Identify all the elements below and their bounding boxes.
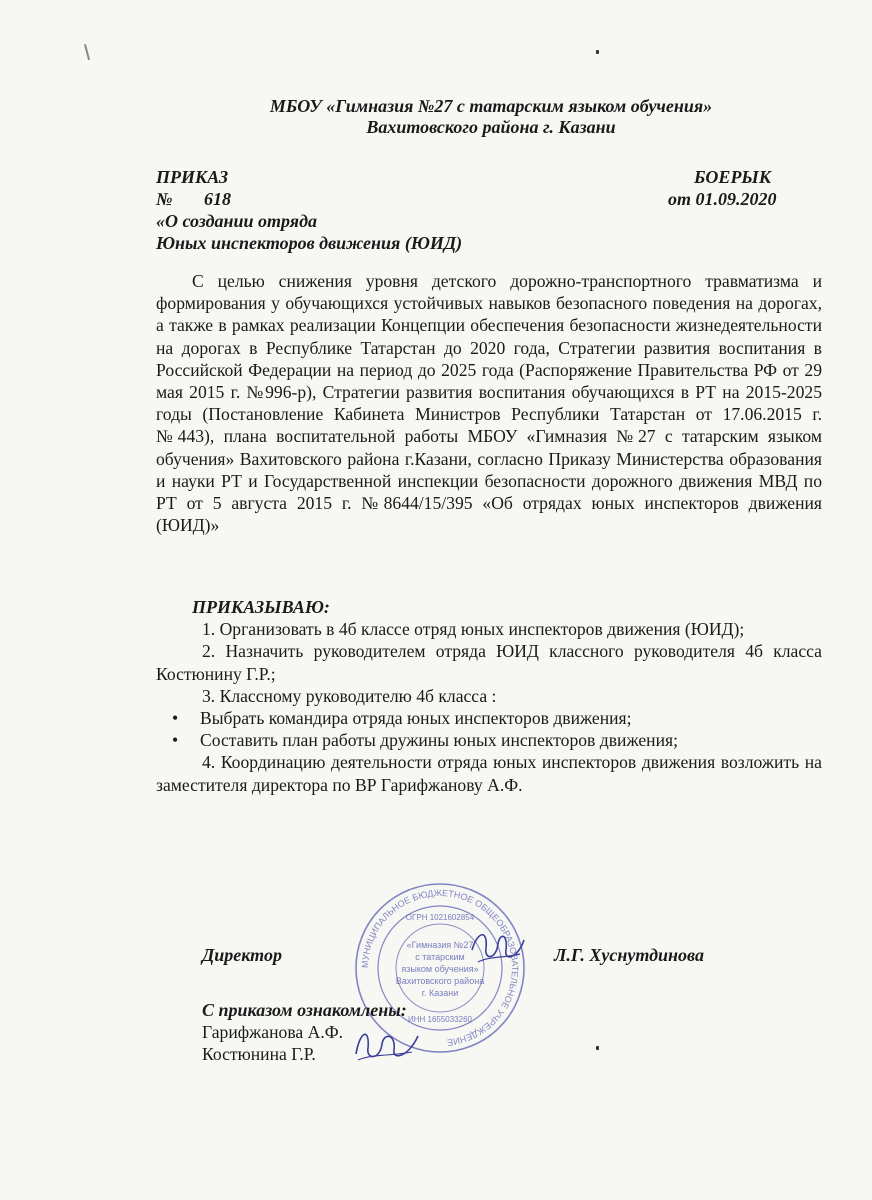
- command-bullet-1-text: Выбрать командира отряда юных инспекторов движения;: [200, 708, 632, 729]
- signature-role: Директор: [202, 945, 282, 965]
- order-title-tt: БОЕРЫК: [694, 167, 772, 187]
- scan-speck: [596, 1046, 599, 1050]
- acquainted-person-2: Костюнина Г.Р.: [202, 1044, 316, 1064]
- bullet-icon: •: [172, 730, 179, 751]
- command-item-2: 2. Назначить руководителем отряда ЮИД классного руководителя 4б класса Костюнину Г.Р.;: [156, 641, 822, 684]
- order-title-ru: ПРИКАЗ: [156, 167, 229, 187]
- scan-speck: [596, 50, 599, 54]
- order-date: от 01.09.2020: [668, 189, 777, 209]
- preamble-text: С целью снижения уровня детского дорожно-транспортного травматизма и формирования у обучающихся устойчивых навыков безопасного поведения на дорогах, а также в рамках реализации Концепции обеспечения безопасности жизнедеятельности на дорогах в Республике Татарстан до 2020 года, Стратегии развития воспитания в Российской Федерации на период до 2025 года (Распоряжение Правительства РФ от 29 мая 2015 г. №996-р), Стратегии развития воспитания обучающихся в РТ на 2015-2025 годы (Постановление Кабинета Министров Республики Татарстан от 17.06.2015 г. №443), плана воспитательной работы МБОУ «Гимназия №27 с татарским языком обучения» Вахитовского района г.Казани, согласно Приказу Министерства образования и науки РТ и Государственной инспекции безопасности дорожного движения МВД по РТ от 5 августа 2015 г. №8644/15/395 «Об отрядах юных инспекторов движения (ЮИД)»: [156, 271, 822, 536]
- stamp-line-3: языком обучения»: [401, 964, 479, 974]
- acquainted-title: С приказом ознакомлены:: [202, 1000, 407, 1020]
- preamble: [156, 270, 822, 536]
- commands-title: ПРИКАЗЫВАЮ:: [192, 597, 330, 617]
- school-header: [0, 96, 872, 138]
- order-number-label: №: [156, 189, 173, 209]
- acquainted-person-1: Гарифжанова А.Ф.: [202, 1022, 344, 1042]
- command-bullet-2-text: Составить план работы дружины юных инспекторов движения;: [200, 730, 678, 751]
- header-line-2: Вахитовского района г. Казани: [366, 117, 616, 137]
- commands-block: [156, 596, 822, 796]
- order-subject-line-1: «О создании отряда: [156, 211, 317, 231]
- stamp-line-1: «Гимназия №27: [406, 940, 474, 950]
- stamp-inn: ИНН 1655033260: [407, 1015, 473, 1024]
- header-line-1: МБОУ «Гимназия №27 с татарским языком обучения»: [269, 96, 713, 116]
- scan-mark: [84, 44, 90, 60]
- command-item-3: 3. Классному руководителю 4б класса :: [202, 685, 497, 706]
- command-item-1: 1. Организовать в 4б классе отряд юных инспекторов движения (ЮИД);: [202, 619, 745, 640]
- command-bullet-1: [156, 707, 822, 729]
- stamp-line-2: с татарским: [415, 952, 465, 962]
- command-bullet-2: [156, 729, 822, 751]
- acquainted-signature: [352, 1022, 422, 1066]
- stamp-line-4: Вахитовского района: [395, 976, 485, 986]
- stamp-line-5: г. Казани: [421, 988, 459, 998]
- stamp-ogrn: ОГРН 1021602854: [405, 913, 475, 922]
- command-item-4: 4. Координацию деятельности отряда юных инспекторов движения возложить на заместителя директора по ВР Гарифжанову А.Ф.: [156, 752, 822, 795]
- stamp-ring-text: МУНИЦИПАЛЬНОЕ БЮДЖЕТНОЕ ОБЩЕОБРАЗОВАТЕЛЬНОЕ УЧРЕЖДЕНИЕ: [359, 887, 521, 1048]
- signature-name: Л.Г. Хуснутдинова: [554, 945, 704, 965]
- director-signature: [468, 920, 528, 970]
- bullet-icon: •: [172, 708, 179, 729]
- order-number: 618: [204, 189, 231, 209]
- order-subject-line-2: Юных инспекторов движения (ЮИД): [156, 233, 463, 253]
